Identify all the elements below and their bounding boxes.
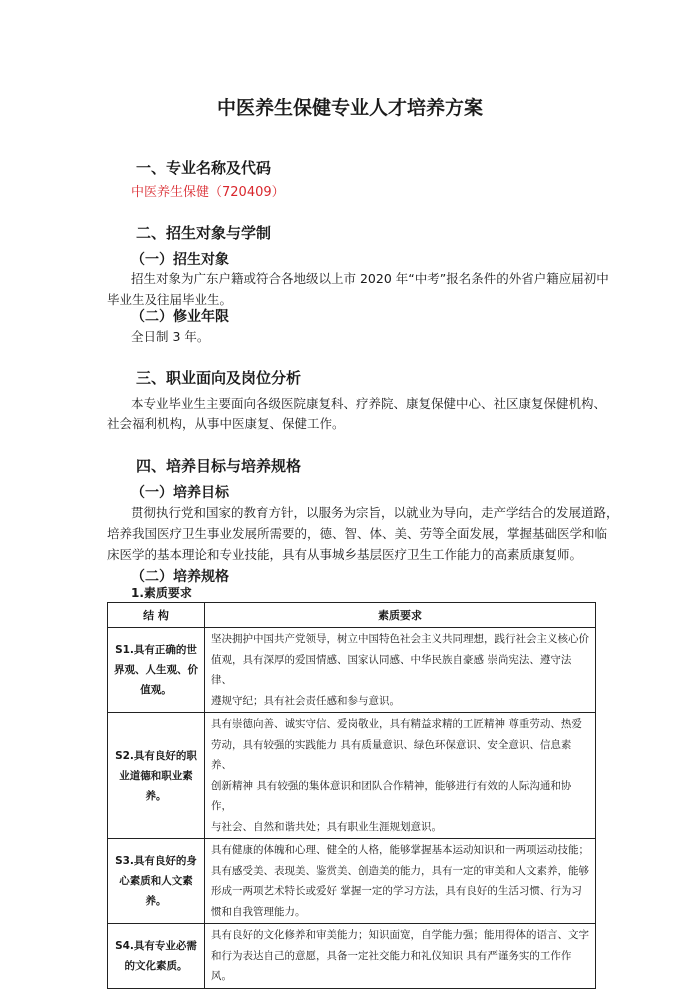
- header-structure: 结 构: [108, 603, 205, 628]
- structure-line: 业道德和职业素: [119, 769, 193, 782]
- goal-text-line-1: 贯彻执行党和国家的教育方针，以服务为宗旨，以就业为导向，走产学结合的发展道路，: [131, 505, 619, 520]
- requirement-cell: [205, 713, 596, 839]
- structure-line: S3.具有良好的身: [115, 855, 197, 867]
- structure-line: 值观。: [140, 684, 172, 696]
- requirement-line: 具有健康的体魄和心理、健全的人格，能够掌握基本运动知识和一两项运动技能；: [211, 844, 589, 856]
- structure-cell: [108, 713, 205, 839]
- table-header-row: [108, 603, 596, 628]
- structure-cell: [108, 924, 205, 989]
- structure-line: 养。: [145, 789, 167, 802]
- section-4-sub1-heading: （一）培养目标: [131, 485, 229, 501]
- quality-requirements-table: [107, 602, 596, 989]
- requirement-line: 值观，具有深厚的爱国情感、国家认同感、中华民族自豪感 崇尚宪法、遵守法律、: [211, 653, 572, 686]
- section-2-sub1-heading: （一）招生对象: [131, 252, 229, 268]
- requirement-line: 坚决拥护中国共产党领导，树立中国特色社会主义共同理想，践行社会主义核心价: [211, 633, 589, 645]
- requirement-line: 惯和自我管理能力。: [211, 905, 306, 918]
- requirement-cell: [205, 839, 596, 924]
- structure-line: 的文化素质。: [124, 959, 188, 972]
- structure-line: S2.具有良好的职: [115, 749, 197, 762]
- requirement-line: 遵规守纪；具有社会责任感和参与意识。: [211, 694, 400, 707]
- enrollment-text-line-2: 毕业生及往届毕业生。: [107, 292, 233, 307]
- career-text-line-2: 社会福利机构，从事中医康复、保健工作。: [107, 416, 345, 431]
- structure-cell: [108, 628, 205, 713]
- structure-line: 养。: [145, 895, 167, 907]
- section-1-heading: 一、专业名称及代码: [136, 159, 272, 177]
- section-2-sub2-heading: （二）修业年限: [131, 309, 229, 325]
- section-2-heading: 二、招生对象与学制: [136, 224, 272, 242]
- requirement-line: 与社会、自然和谐共处；具有职业生涯规划意识。: [211, 820, 442, 833]
- table-row: [108, 839, 596, 924]
- table-row: [108, 713, 596, 839]
- section-3-heading: 三、职业面向及岗位分析: [136, 369, 302, 387]
- structure-line: 心素质和人文素: [119, 875, 193, 887]
- requirement-line: 和行为表达自己的意愿，具备一定社交能力和礼仪知识 具有严谨务实的工作作风。: [211, 949, 572, 982]
- requirement-cell: [205, 628, 596, 713]
- section-4-heading: 四、培养目标与培养规格: [136, 457, 302, 475]
- major-name-code: 中医养生保健（720409）: [131, 185, 285, 200]
- structure-line: 界观、人生观、价: [114, 664, 198, 676]
- requirement-line: 具有崇德向善、诚实守信、爱岗敬业，具有精益求精的工匠精神 尊重劳动、热爱: [211, 718, 582, 730]
- requirement-line: 具有良好的文化修养和审美能力；知识面宽，自学能力强；能用得体的语言、文字: [211, 929, 589, 941]
- document-title: 中医养生保健专业人才培养方案: [216, 97, 483, 119]
- section-4-sub2-heading: （二）培养规格: [131, 569, 229, 585]
- requirement-line: 劳动，具有较强的实践能力 具有质量意识、绿色环保意识、安全意识、信息素养、: [211, 738, 572, 771]
- goal-text-line-3: 床医学的基本理论和专业技能，具有从事城乡基层医疗卫生工作能力的高素质康复师。: [107, 547, 583, 562]
- requirement-cell: [205, 924, 596, 989]
- header-requirements: 素质要求: [205, 603, 596, 628]
- structure-line: S4.具有专业必需: [115, 939, 197, 952]
- enrollment-text-line-1: 招生对象为广东户籍或符合各地级以上市 2020 年“中考”报名条件的外省户籍应届初中: [131, 271, 609, 286]
- structure-line: S1.具有正确的世: [115, 644, 197, 656]
- requirement-line: 创新精神 具有较强的集体意识和团队合作精神，能够进行有效的人际沟通和协作，: [211, 779, 572, 812]
- requirement-line: 具有感受美、表现美、鉴赏美、创造美的能力，具有一定的审美和人文素养，能够: [211, 864, 589, 877]
- duration-text: 全日制 3 年。: [131, 329, 210, 344]
- goal-text-line-2: 培养我国医疗卫生事业发展所需要的，德、智、体、美、劳等全面发展，掌握基础医学和临: [107, 526, 608, 541]
- career-text-line-1: 本专业毕业生主要面向各级医院康复科、疗养院、康复保健中心、社区康复保健机构、: [131, 396, 607, 411]
- table-row: [108, 628, 596, 713]
- structure-cell: [108, 839, 205, 924]
- quality-requirements-heading: 1.素质要求: [131, 586, 192, 600]
- requirement-line: 形成一两项艺术特长或爱好 掌握一定的学习方法，具有良好的生活习惯、行为习: [211, 885, 582, 897]
- table-row: [108, 924, 596, 989]
